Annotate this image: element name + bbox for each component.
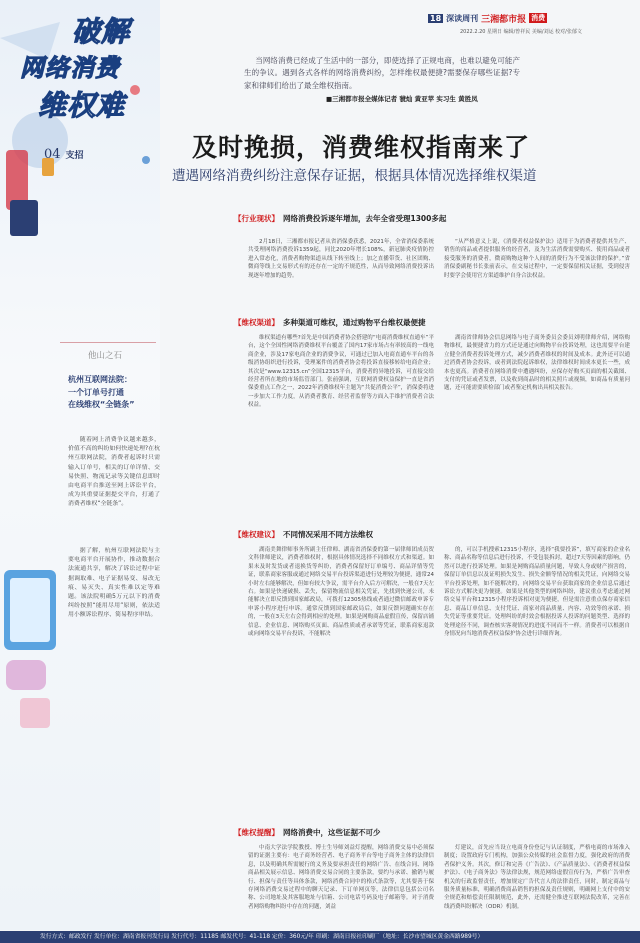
masthead bbox=[428, 10, 638, 26]
masthead-weekly: 消费 bbox=[531, 14, 546, 22]
section-1-col-1: 2月18日，三湘都市报记者从省消保委获悉，2021年，全省消保委系统共受理网络消费投诉1359起，同比2020年增长108%，新冠肺炎疫情防控进入常态化，消费者购物渠道从线下转至线上；加之直播带货、社区团购、微商等线上交易形式有的还存在一定的不规范性，从而导致网络消费投诉出现逐年增加的趋势。 bbox=[248, 239, 434, 279]
section-4-title: 网络消费中，这些证据不可少 bbox=[283, 827, 381, 837]
section-3-title: 不同情况采用不同方法维权 bbox=[283, 529, 373, 539]
section-3-heading bbox=[234, 528, 640, 540]
section-3-tag: 【维权建议】 bbox=[234, 529, 279, 539]
footer: 发行方式：邮政发行 发行单位：湖南省报刊发行局 发行代号：11185 邮发代号：41-118 定价：360元/年 印刷：湖南日报社印刷厂（地址：长沙市望城区黄金西路989号） bbox=[0, 931, 640, 943]
masthead-paper: 三湘都市报 bbox=[481, 14, 527, 25]
banner-line-2: 网络消费 bbox=[20, 54, 120, 82]
section-1-col-2: “从严格意义上说，《消费者权益保护法》适用于为消费者提供其生产、销售的商品或者提供服务的经营者，及为生活消费需要购买、使用商品或者接受服务的消费者，微商购物这种个人间的消费行为不受该法律的保护。”省消保委副秘书长张前表示，在交易过程中，一定要保留相关证据，受到侵害时要学会使用官方渠道维护自身合法权益。 bbox=[444, 239, 630, 279]
sidebar-rule bbox=[60, 342, 156, 343]
issue-label bbox=[44, 147, 84, 162]
section-4-col-2: 灯建议，首先应当设立电商身份登记与认证制度，严格电商的市场准入制度；设置政府专门机构，加强公众传媒的社会监督力度，强化政府的消费者保护义务。其次，修订和完善《广告法》、《产品质量法》、《消费者权益保护法》、《电子商务法》等法律法规，规范网络虚假宣传行为，严格广告审查机关的行政监督责任，增加规定广告代言人的法律责任，同时，制定商品与服务质量标准，明确消费商品销售的担保及责任规则，明确网上支付中的安全规范和赔偿责任限制规范，此外，还需健全推进互联网法院改革，完善在线消费纠纷解决（ODR）机制。 bbox=[444, 845, 630, 910]
section-2-col-2: 湖南省律师协会信息网络与电子商务委员会委员刘明律师介绍，网络购物维权，最便捷省力的方式还是通过向购物平台投诉处理，这也需要平台建立健全消费者投诉处理方式，减少消费者维权的时间及成本。此外还可以通过消费者协会投诉，或者到法院起诉维权，法律维权时间成本更长一些，成本也更高。消费者在网络消费中遭遇纠纷，应保存好购买页面的相关截图、支付的凭证或者发票，以及收到商品时的相关照片或视频，如商品有质量问题，还可能需要质检部门或者鉴定机构出具相关报告。 bbox=[444, 335, 630, 392]
sidebar-body-2: 据了解，杭州互联网法院与主要电商平台开展协作，推动数据合法流通共享，解决了诉讼过程中证据调取难、电子证据易变、易改无痕、易灭失、真实性难以定等难题。该法院明确5万元以下的消费纠纷按照“能用尽用”原则，依法适用小额诉讼程序、简易程序审结。 bbox=[68, 548, 160, 619]
section-1-title: 网络消费投诉逐年增加，去年全省受理1300多起 bbox=[283, 213, 447, 223]
section-2-tag: 【维权渠道】 bbox=[234, 317, 279, 327]
banner-line-3: 维权难 bbox=[38, 89, 126, 122]
sidebar-body: 随着网上消费争议越来越多，价值不高的纠纷如何快速处理?在杭州互联网法院，消费者起诉时只需输入订单号，相关的订单详情、交易快照、物流记录等关键信息即时由电商平台推送至网上诉讼平台，成为其重要证据提交平台，打通了消费者维权“全链条”。 bbox=[68, 437, 160, 508]
section-2-heading bbox=[234, 316, 640, 328]
issue-caption: 支招 bbox=[65, 151, 84, 161]
intro-byline: ■三湘都市报全媒体记者 虢灿 黄亚苹 实习生 黄胜凤 bbox=[326, 95, 478, 103]
section-2-title: 多种渠道可维权，通过购物平台维权最便捷 bbox=[283, 317, 426, 327]
masthead-page: 18 bbox=[430, 13, 442, 23]
section-1-tag: 【行业现状】 bbox=[234, 213, 279, 223]
section-3-col-1: 湖南美舞律师事务所副主任律师、湖南省消保委的第一届律师团成员贺文科律师建议，消费者维权时，根据具体情况选择不同维权方式和渠道。如果未及时发货或者退换货等纠纷，消费者保留好订单编号、商品详情等凭证，联系商家客服或通过网络交易平台投诉渠道进行处理较为便捷，通常24小时左右能够解决，但如有较大争议，需平台介入后方可解决，一般在7天左右。如果是快递破损、丢失，保留物流信息相关凭证，先找到快递公司，未能解决立即反馈到国家邮政局，可拨打12305热线或者通过微信邮政申诉专申诉小程序进行申诉。通常反馈到国家邮政局后，如果反馈问题确实存在的，一般在3天左右会得到相应的处理。如果是网购商品虚假宣传，保留店铺信息、企业信息、网络购买页面、商品性质或者承诺等凭证，联系商家退款或向网络交易平台投诉，不能解决 bbox=[248, 547, 434, 638]
masthead-column: 深读周刊 bbox=[446, 13, 479, 23]
issue-number: 04 bbox=[44, 147, 61, 162]
section-1-heading bbox=[234, 212, 640, 224]
section-2-col-1: 维权渠道有哪些?首先是中国消费者协会搭建的“电商消费维权直通车”平台，这个全国性网络消费维权平台覆盖了国内17家市场占有率较高的一线电商企业，涉及17家电商企业的消费争议，可通过已加入电商直通车平台的各级消协组织进行投诉，受理案件的消费者协会将投诉直接移转给电商企业；其次是“www.12315.cn”全国12315平台，消费者的异地投诉，可直接交给经营者所在地的市场监管部门。张前强调，互联网消费权益保护一直是省消保委重点工作之一，2022年消费维权年主题为“共促消费公平”，消保委将进一步加大工作力度，从消费者教育、经营者监督等方面入手维护消费者合法权益。 bbox=[248, 335, 434, 409]
device-illustration bbox=[0, 560, 66, 740]
masthead-date-line: 2022.2.20 星期日 编辑/曾祥民 美编/刘运 校对/张郁文 bbox=[460, 29, 582, 35]
headline-sub: 遭遇网络消费纠纷注意保存证据，根据具体情况选择维权渠道 bbox=[172, 168, 537, 184]
sidebar-heading: 他山之石 bbox=[88, 351, 123, 361]
section-4-col-1: 中南大学法学院教授、博士生导师刘益灯提醒，网络消费交易中必须保留的证据主要有：电子商务经营者、电子商务平台等电子商务主体的法律信息，以及明确其所需履行的义务及要承担责任的网络广告、在线合同、网络商品相关展示信息、网络消费交易合同的主要条款，要约与承诺、撤销与履行、担保与责任等具体条款，网络消费合同中的格式条款等，尤其要善于保存网络消费交易过程中的聊天记录、下订单网页等，法律信息包括公司名称、公司地址及其客服地址与信箱、公司电话号码及电子邮箱等。对于消费者网络购物纠纷中存在的问题，刘益 bbox=[248, 845, 434, 910]
intro-lead: 当网络消费已经成了生活中的一部分，即使选择了正规电商，也难以避免可能产生的争议。遇到各式各样的网络消费纠纷，怎样维权最便捷?需要保存哪些证据?专家和律师们给出了最全维权指南。 bbox=[244, 56, 520, 90]
banner-line-1: 破解 bbox=[72, 15, 131, 48]
section-3-col-2: 的，可以手机搜索12315小程序，选择“我要投诉”，填写商家的企业名称、商品名称等信息后进行投诉，不受包装拆封，超过7天等因素的影响，仍然可以进行投诉处理。如果是网购商品质量问题，导致人身或财产损害的，保留订单信息以及证明损失发生、损失金额等情况的相关凭证，向网络交易平台投诉处理，如不能解决的，向网络交易平台获取商家的企业信息后通过诉讼方式解决更为便捷。如果是其他类型的网络纠纷，建议重点考虑通过网络交易平台和12315小程序投诉相对更为便捷，但是需注意重点保存商家信息、商品订单信息、支付凭证、商家对商品质量、内容、功效等的承诺、损失凭证等重要凭证。处理纠纷的时效会根据投诉人投诉的问题类型、选择的处理途径不同，调查核实客观情况的进度不同而不一样。消费者可以根据自身情况向当地消费者权益保护协会进行详细咨询。 bbox=[444, 547, 630, 638]
sidebar-title: 杭州互联网法院： 一个订单号打通 在线维权“全链条” bbox=[68, 375, 135, 410]
section-4-heading bbox=[234, 826, 640, 838]
section-4-tag: 【维权提醒】 bbox=[234, 827, 279, 837]
headline-main: 及时挽损，消费维权指南来了 bbox=[192, 133, 531, 162]
